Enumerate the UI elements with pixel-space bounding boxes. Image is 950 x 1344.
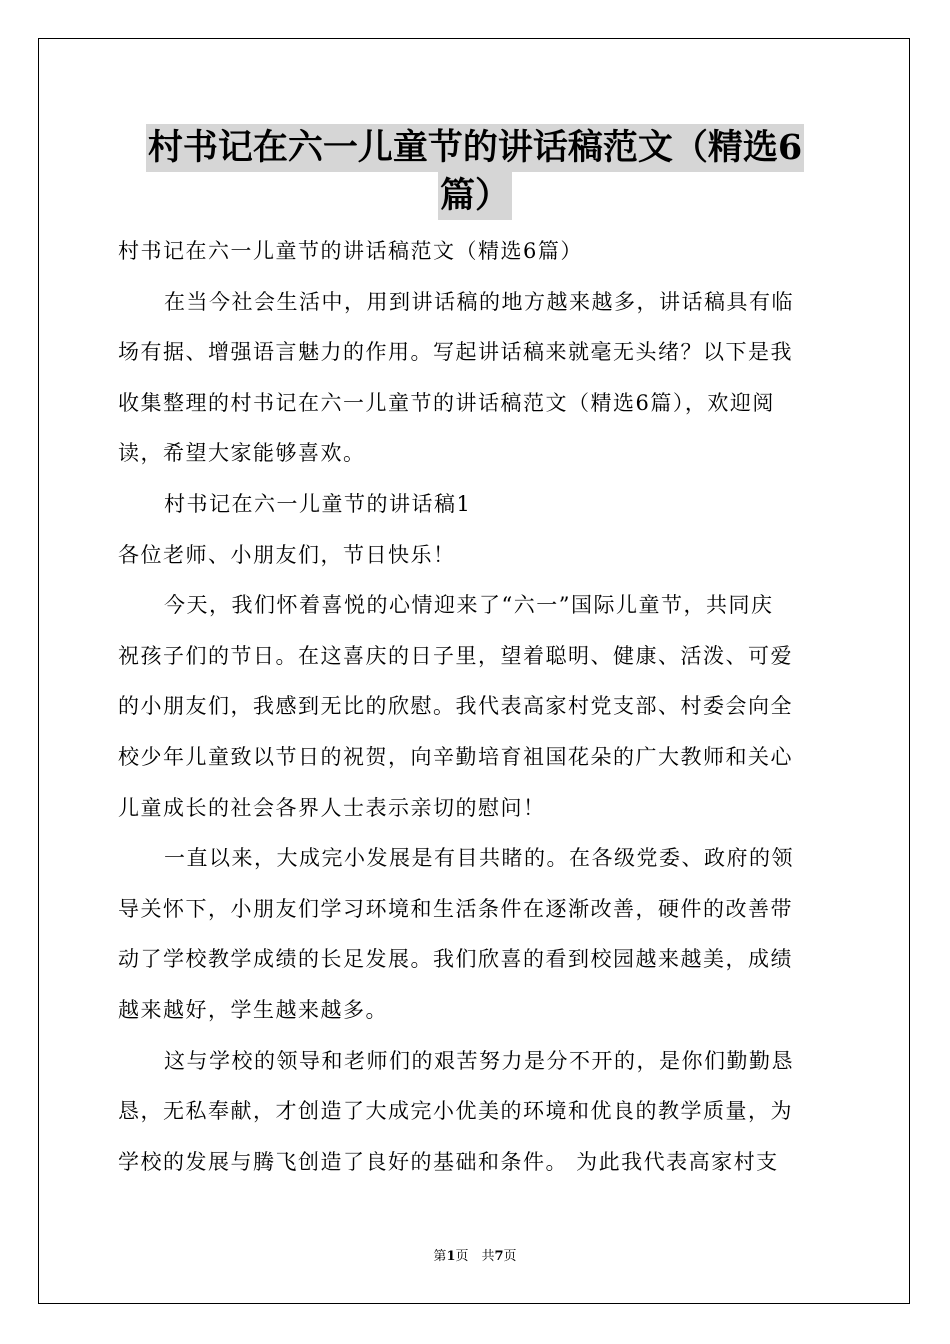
text-line: 导关怀下，小朋友们学习环境和生活条件在逐渐改善，硬件的改善带 — [118, 896, 793, 921]
footer-prefix: 第 — [433, 1249, 447, 1264]
text-line: 动了学校教学成绩的长足发展。我们欣喜的看到校园越来越美，成绩 — [118, 947, 793, 972]
title-line-1: 村书记在六一儿童节的讲话稿范文（精选6 — [146, 124, 804, 172]
text-line: 的小朋友们，我感到无比的欣慰。我代表高家村党支部、村委会向全 — [118, 694, 793, 719]
text-line: 恳，无私奉献，才创造了大成完小优美的环境和优良的教学质量，为 — [118, 1099, 793, 1124]
text-line: 学校的发展与腾飞创造了良好的基础和条件。 为此我代表高家村支 — [118, 1149, 779, 1174]
text-line: 各位老师、小朋友们，节日快乐！ — [118, 542, 456, 567]
text-line: 越来越好，学生越来越多。 — [118, 997, 388, 1022]
footer-page-number: 1 — [446, 1249, 456, 1264]
text-line: 儿童成长的社会各界人士表示亲切的慰问！ — [118, 795, 546, 820]
text-line: 校少年儿童致以节日的祝贺，向辛勤培育祖国花朵的广大教师和关心 — [118, 744, 793, 769]
footer-mid: 页 共 — [455, 1249, 495, 1264]
text-line: 场有据、增强语言魅力的作用。写起讲话稿来就毫无头绪？以下是我 — [118, 340, 793, 365]
text-line: 一直以来，大成完小发展是有目共睹的。在各级党委、政府的领 — [164, 846, 794, 871]
text-line: 村书记在六一儿童节的讲话稿范文（精选6篇） — [118, 239, 583, 263]
document-body — [118, 226, 832, 1187]
footer-suffix: 页 — [503, 1249, 517, 1264]
document-title — [118, 124, 832, 220]
text-line: 在当今社会生活中，用到讲话稿的地方越来越多，讲话稿具有临 — [164, 289, 794, 314]
text-line: 村书记在六一儿童节的讲话稿1 — [164, 491, 472, 516]
footer-total-pages: 7 — [494, 1249, 504, 1264]
text-line: 收集整理的村书记在六一儿童节的讲话稿范文（精选6篇），欢迎阅 — [118, 390, 775, 415]
text-line: 读，希望大家能够喜欢。 — [118, 441, 366, 466]
text-line: 祝孩子们的节日。在这喜庆的日子里，望着聪明、健康、活泼、可爱 — [118, 643, 793, 668]
page-footer — [0, 1245, 950, 1264]
text-line: 今天，我们怀着喜悦的心情迎来了“六一”国际儿童节，共同庆 — [164, 593, 774, 618]
text-line: 这与学校的领导和老师们的艰苦努力是分不开的，是你们勤勤恳 — [164, 1048, 794, 1073]
title-line-2: 篇） — [438, 172, 512, 220]
